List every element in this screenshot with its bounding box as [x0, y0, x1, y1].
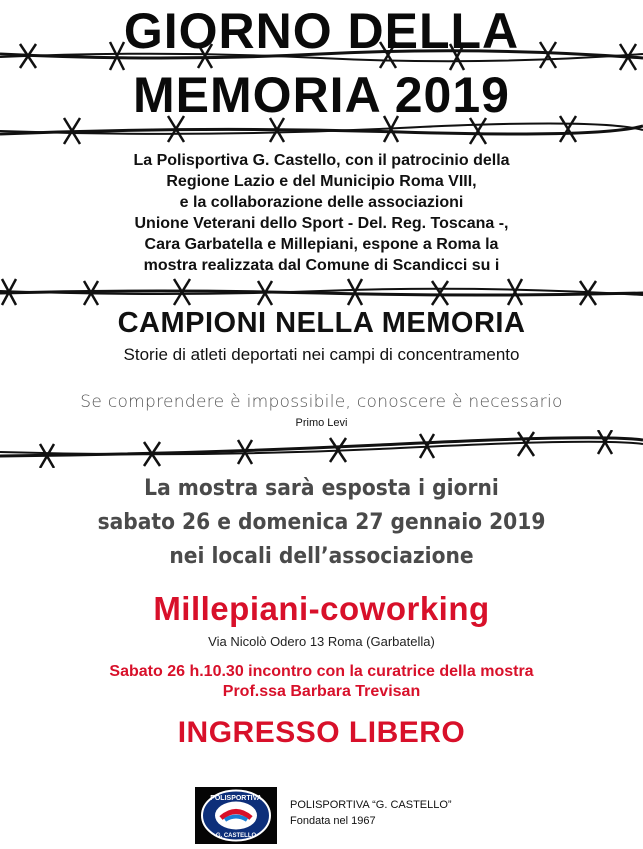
quote-text: Se comprendere è impossibile, conoscere è necessario: [80, 392, 563, 412]
organizer-name: POLISPORTIVA “G. CASTELLO”: [290, 799, 452, 811]
event-line: Sabato 26 h.10.30 incontro con la curatrice della mostra: [109, 663, 534, 680]
venue-name: Millepiani-coworking: [153, 590, 490, 627]
intro-line: Unione Veterani dello Sport - Del. Reg. Toscana -,: [134, 215, 509, 232]
dates-line: nei locali dell’associazione: [169, 544, 474, 569]
event-line: Prof.ssa Barbara Trevisan: [222, 683, 421, 700]
organizer-founded: Fondata nel 1967: [290, 815, 376, 827]
free-entry-label: INGRESSO LIBERO: [177, 716, 466, 749]
intro-line: La Polisportiva G. Castello, con il patrocinio della: [133, 152, 510, 169]
intro-paragraph: [0, 150, 643, 276]
event-info: [0, 662, 643, 702]
barbed-wire-icon: [0, 430, 643, 468]
dates-line: sabato 26 e domenica 27 gennaio 2019: [97, 510, 546, 535]
barbed-wire-icon: [0, 275, 643, 309]
quote-author: Primo Levi: [295, 417, 348, 429]
page-title-line-2: MEMORIA 2019: [133, 67, 510, 123]
exhibition-subtitle: Storie di atleti deportati nei campi di concentramento: [123, 345, 520, 364]
dates-line: La mostra sarà esposta i giorni: [144, 476, 499, 501]
page-title-line-1: GIORNO DELLA: [123, 3, 520, 59]
intro-line: e la collaborazione delle associazioni: [179, 194, 464, 211]
organizer-info: [290, 797, 452, 829]
intro-line: Cara Garbatella e Millepiani, espone a Roma la: [144, 236, 499, 253]
intro-line: mostra realizzata dal Comune di Scandicci su i: [143, 257, 500, 274]
polisportiva-logo-icon: [195, 787, 277, 844]
intro-line: Regione Lazio e del Municipio Roma VIII,: [166, 173, 477, 190]
logo-bottom-text: G. CASTELLO: [215, 833, 257, 839]
exhibition-title: CAMPIONI NELLA MEMORIA: [117, 307, 526, 339]
venue-address: Via Nicolò Odero 13 Roma (Garbatella): [208, 634, 435, 649]
exhibition-dates: [26, 472, 618, 574]
logo-top-text: POLISPORTIVA: [210, 795, 262, 802]
